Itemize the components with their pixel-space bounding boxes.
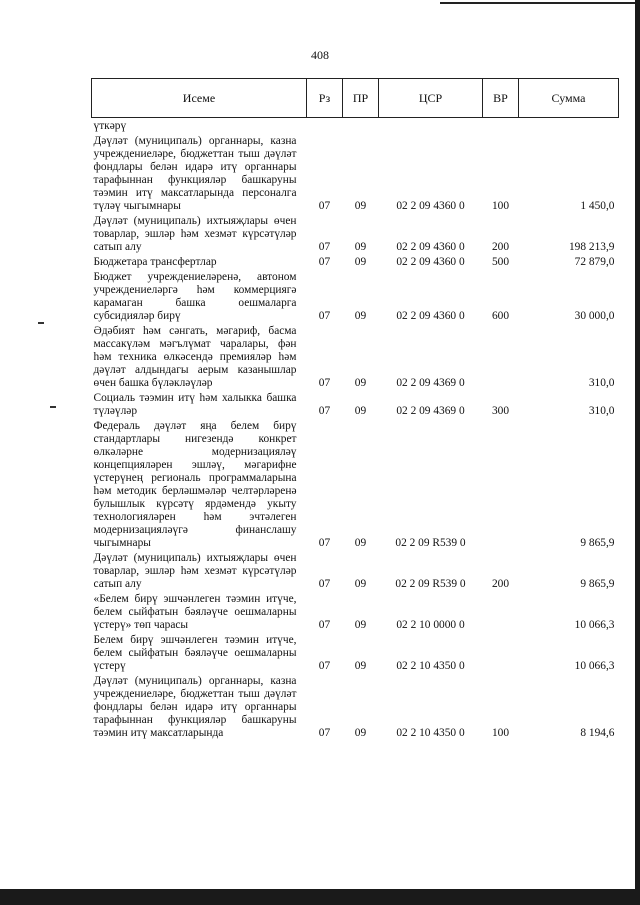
scan-edge-top xyxy=(440,2,640,4)
table-row xyxy=(92,118,619,134)
row-vr: 500 xyxy=(491,256,510,268)
row-rz: 07 xyxy=(318,578,331,590)
row-name: Дәүләт (муниципаль) органнары, казна учреждениеләре, бюджеттан тыш дәүләт фондлары белән идарә итү органнары тарафыннан функцияләр башкаруны тәэмин итү максатларында персоналга түләү чыгымнары xyxy=(93,135,297,212)
row-sum: 9 865,9 xyxy=(580,537,615,549)
table-row xyxy=(92,673,619,740)
row-csr: 02 2 10 4350 0 xyxy=(396,727,465,739)
row-pr xyxy=(343,118,379,134)
header-name: Исеме xyxy=(92,79,307,118)
row-vr: 100 xyxy=(491,727,510,739)
row-name: Дәүләт (муниципаль) ихтыяҗлары өчен товарлар, эшләр һәм хезмәт күрсәтүләр сатып алу xyxy=(93,552,297,590)
row-sum: 8 194,6 xyxy=(580,727,615,739)
header-vr: ВР xyxy=(483,79,519,118)
row-pr: 09 xyxy=(354,660,367,672)
row-vr xyxy=(483,632,519,673)
row-pr: 09 xyxy=(354,256,367,268)
row-rz: 07 xyxy=(318,405,331,417)
row-sum: 30 000,0 xyxy=(574,310,615,322)
row-rz: 07 xyxy=(318,377,331,389)
table-row xyxy=(92,213,619,254)
row-name: Белем бирү эшчәнлеген тәэмин итүче, белем сыйфатын бәяләүче оешмаларны үстерү xyxy=(93,634,297,672)
row-csr: 02 2 09 4360 0 xyxy=(396,241,465,253)
row-pr: 09 xyxy=(354,200,367,212)
row-name: Социаль тәэмин итү һәм халыкка башка түләүләр xyxy=(93,392,297,417)
row-name: Бюджетара трансфертлар xyxy=(93,256,217,268)
row-vr: 100 xyxy=(491,200,510,212)
row-sum: 310,0 xyxy=(588,405,615,417)
row-rz: 07 xyxy=(318,200,331,212)
header-csr: ЦСР xyxy=(379,79,483,118)
table-row xyxy=(92,632,619,673)
row-rz xyxy=(307,118,343,134)
row-sum: 10 066,3 xyxy=(574,660,615,672)
table-row xyxy=(92,269,619,323)
row-csr: 02 2 09 4360 0 xyxy=(396,310,465,322)
row-vr: 200 xyxy=(491,241,510,253)
row-name: Дәүләт (муниципаль) ихтыяҗлары өчен товарлар, эшләр һәм хезмәт күрсәтүләр сатып алу xyxy=(93,215,297,253)
row-pr: 09 xyxy=(354,727,367,739)
row-sum: 10 066,3 xyxy=(574,619,615,631)
header-pr: ПР xyxy=(343,79,379,118)
table-row xyxy=(92,591,619,632)
scan-mark xyxy=(38,322,44,324)
row-pr: 09 xyxy=(354,405,367,417)
row-csr: 02 2 09 4369 0 xyxy=(396,377,465,389)
row-pr: 09 xyxy=(354,578,367,590)
table-row xyxy=(92,133,619,213)
row-csr: 02 2 09 R539 0 xyxy=(395,537,466,549)
row-rz: 07 xyxy=(318,310,331,322)
row-vr: 600 xyxy=(491,310,510,322)
row-name: Бюджет учреждениеләренә, автоном учреждениеләргә һәм коммерциягә карамаган башка оешмаларга субсидияләр бирү xyxy=(93,271,297,322)
table-header-row xyxy=(92,79,619,118)
row-vr: 200 xyxy=(491,578,510,590)
header-rz: Рз xyxy=(307,79,343,118)
scan-edge-right xyxy=(635,0,640,905)
row-rz: 07 xyxy=(318,241,331,253)
row-csr: 02 2 09 4360 0 xyxy=(396,200,465,212)
row-vr xyxy=(483,418,519,550)
page-number: 408 xyxy=(311,48,329,62)
row-vr: 300 xyxy=(491,405,510,417)
scan-edge-bottom xyxy=(0,889,640,905)
row-sum: 310,0 xyxy=(588,377,615,389)
table-row xyxy=(92,254,619,269)
row-rz: 07 xyxy=(318,727,331,739)
row-vr xyxy=(483,591,519,632)
row-csr: 02 2 09 4369 0 xyxy=(396,405,465,417)
row-csr: 02 2 09 R539 0 xyxy=(395,578,466,590)
header-sum: Сумма xyxy=(519,79,619,118)
row-name: үткәрү xyxy=(93,120,127,132)
row-pr: 09 xyxy=(354,537,367,549)
row-csr: 02 2 09 4360 0 xyxy=(396,256,465,268)
row-rz: 07 xyxy=(318,660,331,672)
row-pr: 09 xyxy=(354,310,367,322)
row-vr xyxy=(483,118,519,134)
row-sum: 72 879,0 xyxy=(574,256,615,268)
row-rz: 07 xyxy=(318,537,331,549)
row-csr: 02 2 10 0000 0 xyxy=(396,619,465,631)
row-name: Дәүләт (муниципаль) органнары, казна учреждениеләре, бюджеттан тыш дәүләт фондлары белән идарә итү органнары тарафыннан функцияләр башкаруны тәэмин итү максатларында xyxy=(93,675,297,739)
row-csr: 02 2 10 4350 0 xyxy=(396,660,465,672)
scan-mark xyxy=(50,406,56,408)
row-name: Әдәбият һәм сәнгать, мәгариф, басма массакүләм мәгълүмат чаралары, фән һәм техника өлкәсендә премияләр һәм дәүләт алдындагы аерым казанышлар өчен башка бүләкләүләр xyxy=(93,325,297,389)
row-name: «Белем бирү эшчәнлеген тәэмин итүче, белем сыйфатын бәяләүче оешмаларны үстерү» төп чарасы xyxy=(93,593,297,631)
row-vr xyxy=(483,323,519,390)
table-row xyxy=(92,418,619,550)
table-row xyxy=(92,390,619,418)
row-name: Федераль дәүләт яңа белем бирү стандартлары нигезендә конкрет өлкәләрне модернизацияләү концепцияләрен эшләү, мәгарифне үстерүнең региональ программаларына һәм методик берләшмәләр челтәрләренә булышлык күрсәтү ярдәмендә укыту технологияләрен һәм эчтәлеген модернизацияләүгә финанслашу чыгымнары xyxy=(93,420,297,549)
row-sum xyxy=(519,118,619,134)
row-pr: 09 xyxy=(354,619,367,631)
row-pr: 09 xyxy=(354,377,367,389)
row-sum: 1 450,0 xyxy=(580,200,615,212)
table-row xyxy=(92,550,619,591)
row-sum: 9 865,9 xyxy=(580,578,615,590)
row-sum: 198 213,9 xyxy=(568,241,615,253)
table-row xyxy=(92,323,619,390)
budget-table xyxy=(91,78,619,740)
row-pr: 09 xyxy=(354,241,367,253)
row-rz: 07 xyxy=(318,256,331,268)
row-csr xyxy=(379,118,483,134)
row-rz: 07 xyxy=(318,619,331,631)
